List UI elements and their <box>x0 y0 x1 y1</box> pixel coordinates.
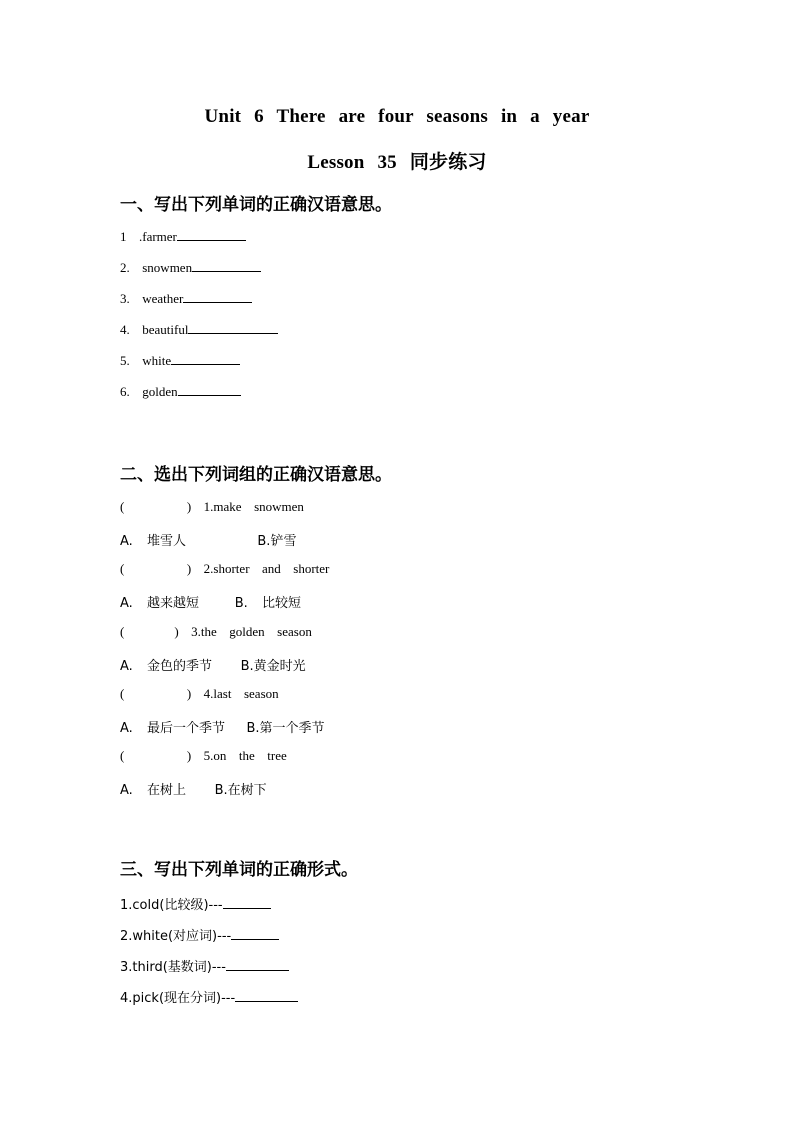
answer-parentheses[interactable]: ( ) <box>120 686 192 701</box>
answer-blank[interactable] <box>178 384 241 396</box>
form-prompt: 4.pick(现在分词)--- <box>120 991 236 1006</box>
form-prompt: 2.white(对应词)--- <box>120 929 232 944</box>
question-row <box>120 499 304 515</box>
answer-blank[interactable] <box>226 959 289 971</box>
option-b: B.在树下 <box>214 783 267 798</box>
question-prompt: 2.shorter and shorter <box>203 561 330 576</box>
options-row <box>120 717 325 736</box>
question-prompt: 4.last season <box>203 686 279 701</box>
section-2-heading: 二、选出下列词组的正确汉语意思。 <box>120 465 392 485</box>
answer-parentheses[interactable]: ( ) <box>120 624 179 639</box>
page-subtitle: Lesson 35 同步练习 <box>307 152 487 173</box>
word-label: 5. white <box>120 353 172 368</box>
option-a: A. 在树上 <box>120 783 187 798</box>
options-row <box>120 779 267 798</box>
option-b: B. 比较短 <box>234 596 302 611</box>
answer-blank[interactable] <box>231 928 279 940</box>
word-label: 4. beautiful <box>120 322 189 337</box>
answer-blank[interactable] <box>177 229 246 241</box>
options-row <box>120 530 296 549</box>
options-row <box>120 592 301 611</box>
option-a: A. 堆雪人 <box>120 534 187 549</box>
word-item <box>120 260 261 276</box>
answer-blank[interactable] <box>235 990 298 1002</box>
word-item <box>120 322 278 338</box>
word-item <box>120 384 241 400</box>
option-b: B.铲雪 <box>257 534 297 549</box>
answer-blank[interactable] <box>171 353 240 365</box>
question-row <box>120 624 312 640</box>
form-item <box>120 925 279 944</box>
answer-parentheses[interactable]: ( ) <box>120 748 192 763</box>
option-a: A. 越来越短 <box>120 596 200 611</box>
word-label: 6. golden <box>120 384 178 399</box>
form-prompt: 3.third(基数词)--- <box>120 960 226 975</box>
option-b: B.黄金时光 <box>240 659 306 674</box>
answer-blank[interactable] <box>188 322 278 334</box>
section-3-heading: 三、写出下列单词的正确形式。 <box>120 860 358 880</box>
word-item <box>120 353 240 369</box>
form-item <box>120 894 271 913</box>
question-row <box>120 686 279 702</box>
word-label: 1 .farmer <box>120 229 177 244</box>
question-prompt: 5.on the tree <box>203 748 287 763</box>
options-row <box>120 655 306 674</box>
word-item <box>120 229 246 245</box>
question-row <box>120 561 329 577</box>
question-prompt: 1.make snowmen <box>203 499 304 514</box>
answer-parentheses[interactable]: ( ) <box>120 561 192 576</box>
form-item <box>120 956 289 975</box>
option-a: A. 金色的季节 <box>120 659 213 674</box>
page-title: Unit 6 There are four seasons in a year <box>204 106 590 127</box>
section-1-heading: 一、写出下列单词的正确汉语意思。 <box>120 195 392 215</box>
option-b: B.第一个季节 <box>246 721 325 736</box>
answer-blank[interactable] <box>183 291 252 303</box>
form-item <box>120 987 298 1006</box>
answer-parentheses[interactable]: ( ) <box>120 499 192 514</box>
question-row <box>120 748 287 764</box>
form-prompt: 1.cold(比较级)--- <box>120 898 223 913</box>
answer-blank[interactable] <box>223 897 271 909</box>
word-label: 2. snowmen <box>120 260 193 275</box>
word-item <box>120 291 252 307</box>
answer-blank[interactable] <box>192 260 261 272</box>
option-a: A. 最后一个季节 <box>120 721 226 736</box>
question-prompt: 3.the golden season <box>191 624 312 639</box>
word-label: 3. weather <box>120 291 184 306</box>
